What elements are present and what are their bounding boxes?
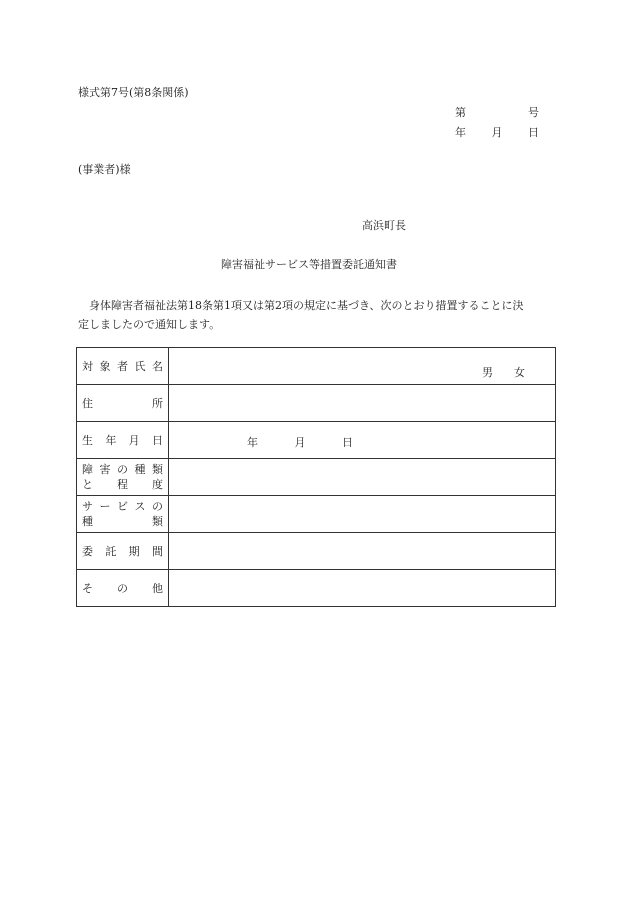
sex-female: 女 xyxy=(514,366,525,379)
service-value-cell xyxy=(169,496,556,533)
birth-month: 月 xyxy=(294,436,306,449)
service-label-cell xyxy=(77,496,169,533)
body-text xyxy=(78,296,553,334)
service-label-line-1: サービスの xyxy=(82,500,163,513)
table-row-disability xyxy=(77,459,556,496)
name-label: 対象者氏名 xyxy=(82,359,163,373)
birth-year: 年 xyxy=(247,436,258,449)
table-row-address xyxy=(77,385,556,422)
document-title: 障害福祉サービス等措置委託通知書 xyxy=(221,258,397,271)
addressee: (事業者)様 xyxy=(78,163,131,176)
form-number-label: 様式第7号(第8条関係) xyxy=(78,86,189,99)
name-label-cell xyxy=(77,348,169,385)
period-value-cell xyxy=(169,533,556,570)
other-label-cell xyxy=(77,570,169,607)
notice-details-table xyxy=(76,347,556,607)
disability-value-cell xyxy=(169,459,556,496)
date-day: 日 xyxy=(528,126,539,139)
disability-label-line-1: 障害の種類 xyxy=(82,463,163,476)
birth-date-units xyxy=(247,434,353,450)
body-line-2: 定しましたので通知します。 xyxy=(78,318,221,331)
other-value-cell xyxy=(169,570,556,607)
name-value-cell xyxy=(169,348,556,385)
table-row-name xyxy=(77,348,556,385)
disability-label-cell xyxy=(77,459,169,496)
birth-label: 生年月日 xyxy=(82,433,163,447)
table-row-service xyxy=(77,496,556,533)
disability-label-line-2: と程度 xyxy=(82,478,163,491)
number-suffix: 号 xyxy=(528,106,539,119)
birth-label-cell xyxy=(77,422,169,459)
address-label-cell xyxy=(77,385,169,422)
issue-date-line xyxy=(455,124,539,140)
date-month: 月 xyxy=(491,126,503,139)
sex-options xyxy=(482,364,525,380)
date-year: 年 xyxy=(455,126,466,139)
document-number-line xyxy=(455,104,539,120)
period-label-cell xyxy=(77,533,169,570)
address-label: 住所 xyxy=(82,396,163,410)
other-label: その他 xyxy=(82,581,163,595)
table-row-period xyxy=(77,533,556,570)
sex-male: 男 xyxy=(482,366,493,379)
body-line-1: 身体障害者福祉法第18条第1項又は第2項の規定に基づき、次のとおり措置することに決 xyxy=(89,299,524,312)
birth-value-cell xyxy=(169,422,556,459)
birth-day: 日 xyxy=(342,436,353,449)
table-row-other xyxy=(77,570,556,607)
service-label-line-2: 種類 xyxy=(82,515,163,528)
address-value-cell xyxy=(169,385,556,422)
table-row-birth xyxy=(77,422,556,459)
number-prefix: 第 xyxy=(455,106,466,119)
issuer: 高浜町長 xyxy=(362,219,406,232)
period-label: 委託期間 xyxy=(82,544,163,558)
